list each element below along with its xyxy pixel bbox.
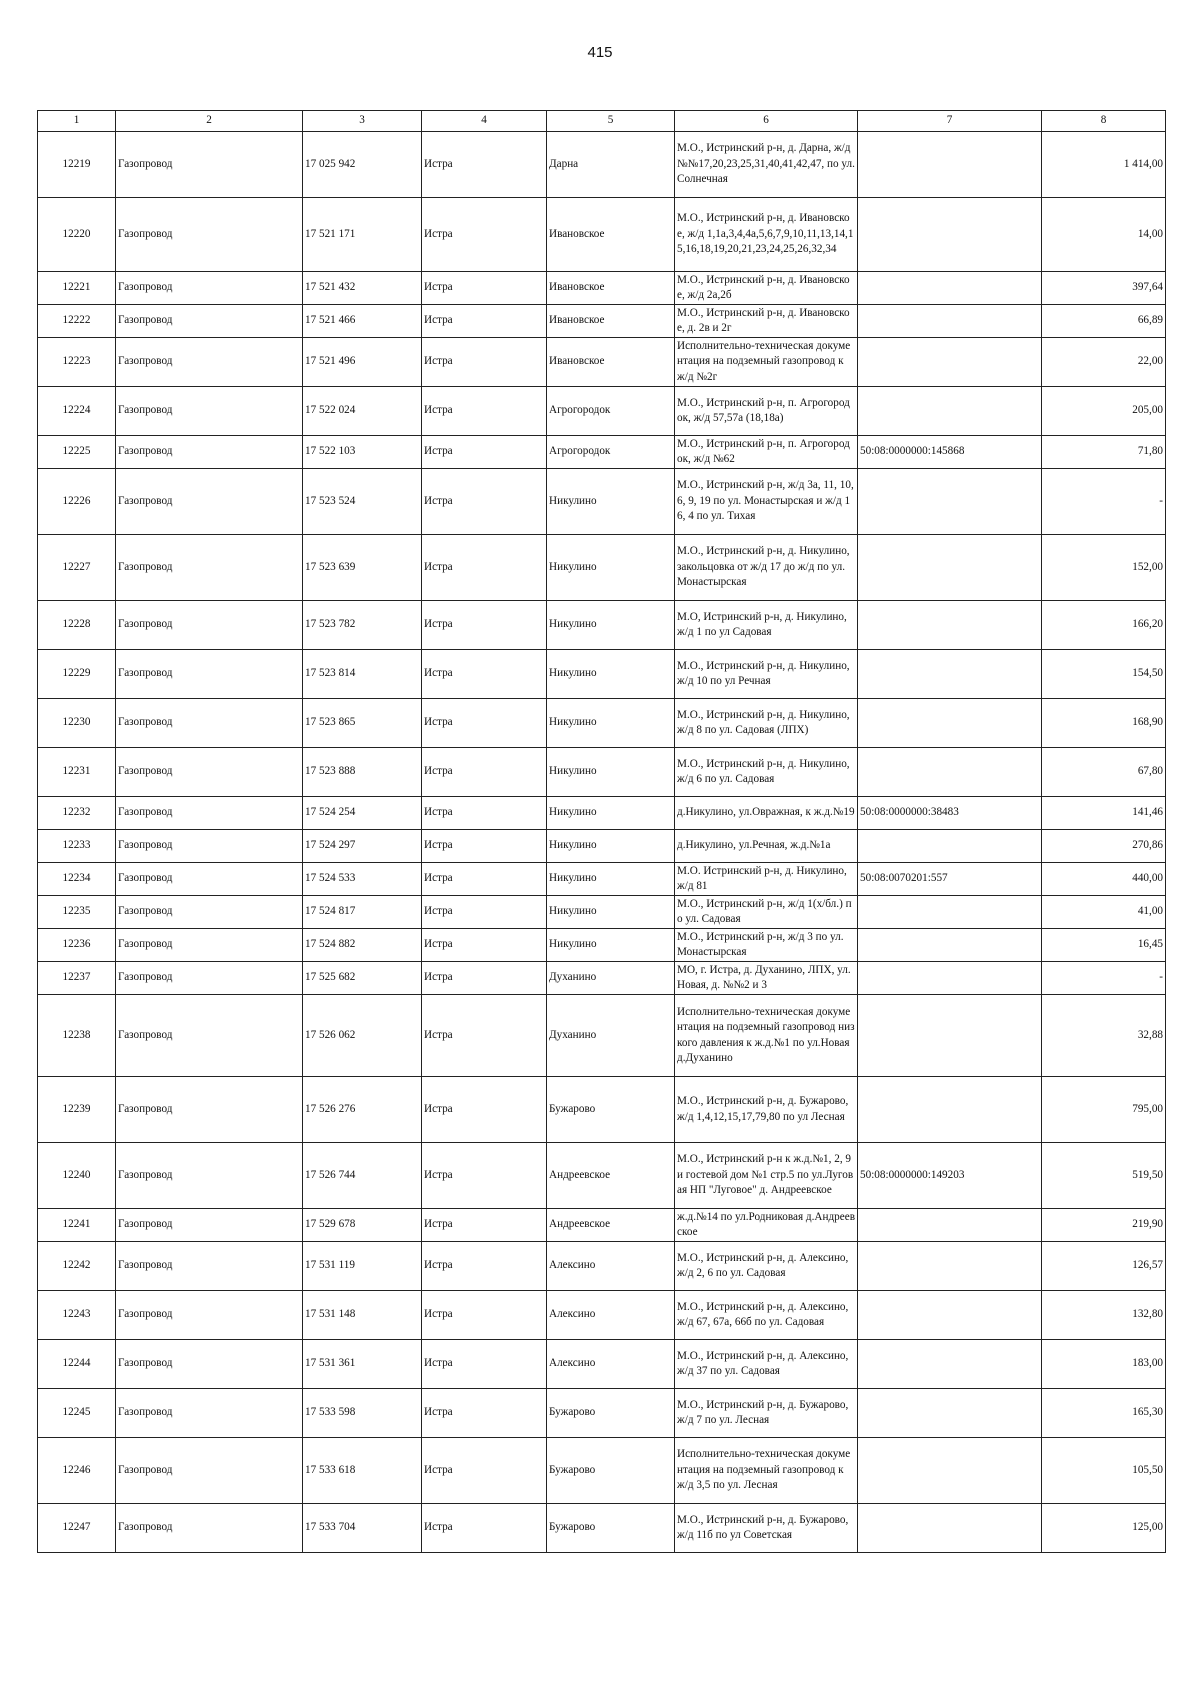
cadastral-number-cell — [858, 1291, 1042, 1340]
table-row — [38, 436, 1166, 469]
object-name-cell: Газопровод — [116, 272, 303, 305]
inventory-code-cell: 17 533 618 — [303, 1438, 422, 1504]
address-cell: М.О., Истринский р-н, д. Ивановское, ж/д 2а,2б — [675, 272, 858, 305]
address-cell: М.О., Истринский р-н, д. Дарна, ж/д №№17,20,23,25,31,40,41,42,47, по ул. Солнечная — [675, 132, 858, 198]
table-row — [38, 305, 1166, 338]
length-value-cell: 165,30 — [1042, 1389, 1166, 1438]
object-name-cell: Газопровод — [116, 1077, 303, 1143]
cadastral-number-cell — [858, 198, 1042, 272]
settlement-cell: Андреевское — [547, 1209, 675, 1242]
row-number-cell: 12230 — [38, 699, 116, 748]
settlement-cell: Никулино — [547, 797, 675, 830]
address-cell: М.О., Истринский р-н, д. Бужарово, ж/д 1,4,12,15,17,79,80 по ул Лесная — [675, 1077, 858, 1143]
object-name-cell: Газопровод — [116, 1504, 303, 1553]
inventory-code-cell: 17 524 817 — [303, 896, 422, 929]
address-cell: Исполнительно-техническая документация на подземный газопровод низкого давления к ж.д.№1 по ул.Новая д.Духанино — [675, 995, 858, 1077]
table-row — [38, 1389, 1166, 1438]
table-row — [38, 1340, 1166, 1389]
cadastral-number-cell — [858, 1389, 1042, 1438]
address-cell: М.О., Истринский р-н, ж/д 3 по ул. Монастырская — [675, 929, 858, 962]
column-header: 5 — [547, 111, 675, 132]
settlement-cell: Ивановское — [547, 305, 675, 338]
table-row — [38, 699, 1166, 748]
district-cell: Истра — [422, 198, 547, 272]
row-number-cell: 12223 — [38, 338, 116, 387]
district-cell: Истра — [422, 387, 547, 436]
cadastral-number-cell: 50:08:0000000:149203 — [858, 1143, 1042, 1209]
district-cell: Истра — [422, 272, 547, 305]
district-cell: Истра — [422, 1389, 547, 1438]
object-name-cell: Газопровод — [116, 962, 303, 995]
address-cell: М.О., Истринский р-н, д. Никулино, закольцовка от ж/д 17 до ж/д по ул. Монастырская — [675, 535, 858, 601]
district-cell: Истра — [422, 863, 547, 896]
address-cell: М.О., Истринский р-н, д. Бужарово, ж/д 7 по ул. Лесная — [675, 1389, 858, 1438]
inventory-code-cell: 17 522 103 — [303, 436, 422, 469]
table-row — [38, 896, 1166, 929]
district-cell: Истра — [422, 132, 547, 198]
object-name-cell: Газопровод — [116, 1389, 303, 1438]
object-name-cell: Газопровод — [116, 132, 303, 198]
row-number-cell: 12242 — [38, 1242, 116, 1291]
row-number-cell: 12236 — [38, 929, 116, 962]
inventory-code-cell: 17 521 432 — [303, 272, 422, 305]
inventory-code-cell: 17 025 942 — [303, 132, 422, 198]
row-number-cell: 12219 — [38, 132, 116, 198]
table-row — [38, 748, 1166, 797]
settlement-cell: Ивановское — [547, 198, 675, 272]
table-row — [38, 601, 1166, 650]
settlement-cell: Духанино — [547, 962, 675, 995]
object-name-cell: Газопровод — [116, 929, 303, 962]
row-number-cell: 12220 — [38, 198, 116, 272]
table-row — [38, 198, 1166, 272]
row-number-cell: 12237 — [38, 962, 116, 995]
address-cell: М.О., Истринский р-н, ж/д 3а, 11, 10, 6, 9, 19 по ул. Монастырская и ж/д 16, 4 по ул. Тихая — [675, 469, 858, 535]
inventory-code-cell: 17 533 598 — [303, 1389, 422, 1438]
object-name-cell: Газопровод — [116, 601, 303, 650]
cadastral-number-cell — [858, 748, 1042, 797]
table-row — [38, 387, 1166, 436]
row-number-cell: 12226 — [38, 469, 116, 535]
settlement-cell: Андреевское — [547, 1143, 675, 1209]
cadastral-number-cell — [858, 896, 1042, 929]
row-number-cell: 12239 — [38, 1077, 116, 1143]
address-cell: М.О., Истринский р-н, п. Агрогородок, ж/д №62 — [675, 436, 858, 469]
inventory-code-cell: 17 524 533 — [303, 863, 422, 896]
address-cell: М.О., Истринский р-н, д. Ивановское, д. 2в и 2г — [675, 305, 858, 338]
address-cell: ж.д.№14 по ул.Родниковая д.Андреевское — [675, 1209, 858, 1242]
table-row — [38, 962, 1166, 995]
address-cell: Исполнительно-техническая документация на подземный газопровод к ж/д 3,5 по ул. Лесная — [675, 1438, 858, 1504]
column-header: 1 — [38, 111, 116, 132]
district-cell: Истра — [422, 797, 547, 830]
object-name-cell: Газопровод — [116, 863, 303, 896]
cadastral-number-cell — [858, 387, 1042, 436]
inventory-code-cell: 17 524 297 — [303, 830, 422, 863]
address-cell: М.О., Истринский р-н, ж/д 1(х/бл.) по ул. Садовая — [675, 896, 858, 929]
cadastral-number-cell — [858, 929, 1042, 962]
page-number: 415 — [587, 44, 613, 61]
column-header: 3 — [303, 111, 422, 132]
table-row — [38, 1242, 1166, 1291]
settlement-cell: Ивановское — [547, 272, 675, 305]
table-row — [38, 535, 1166, 601]
district-cell: Истра — [422, 1077, 547, 1143]
length-value-cell: 71,80 — [1042, 436, 1166, 469]
address-cell: М.О., Истринский р-н, д. Никулино, ж/д 6 по ул. Садовая — [675, 748, 858, 797]
settlement-cell: Бужарово — [547, 1077, 675, 1143]
settlement-cell: Никулино — [547, 535, 675, 601]
object-name-cell: Газопровод — [116, 305, 303, 338]
object-name-cell: Газопровод — [116, 1143, 303, 1209]
length-value-cell: 66,89 — [1042, 305, 1166, 338]
table-row — [38, 929, 1166, 962]
district-cell: Истра — [422, 1242, 547, 1291]
settlement-cell: Алексино — [547, 1291, 675, 1340]
length-value-cell: 219,90 — [1042, 1209, 1166, 1242]
settlement-cell: Никулино — [547, 830, 675, 863]
cadastral-number-cell — [858, 650, 1042, 699]
settlement-cell: Никулино — [547, 863, 675, 896]
settlement-cell: Духанино — [547, 995, 675, 1077]
row-number-cell: 12221 — [38, 272, 116, 305]
address-cell: М.О., Истринский р-н, д. Бужарово, ж/д 11б по ул Советская — [675, 1504, 858, 1553]
inventory-code-cell: 17 526 062 — [303, 995, 422, 1077]
cadastral-number-cell — [858, 962, 1042, 995]
inventory-code-cell: 17 531 119 — [303, 1242, 422, 1291]
column-header: 2 — [116, 111, 303, 132]
inventory-code-cell: 17 521 496 — [303, 338, 422, 387]
row-number-cell: 12228 — [38, 601, 116, 650]
length-value-cell: 14,00 — [1042, 198, 1166, 272]
object-name-cell: Газопровод — [116, 995, 303, 1077]
inventory-code-cell: 17 524 882 — [303, 929, 422, 962]
length-value-cell: 166,20 — [1042, 601, 1166, 650]
cadastral-number-cell — [858, 1242, 1042, 1291]
object-name-cell: Газопровод — [116, 387, 303, 436]
district-cell: Истра — [422, 962, 547, 995]
table-row — [38, 797, 1166, 830]
cadastral-number-cell — [858, 272, 1042, 305]
column-header: 4 — [422, 111, 547, 132]
district-cell: Истра — [422, 995, 547, 1077]
address-cell: М.О. Истринский р-н, д. Никулино, ж/д 81 — [675, 863, 858, 896]
cadastral-number-cell: 50:08:0070201:557 — [858, 863, 1042, 896]
district-cell: Истра — [422, 1504, 547, 1553]
settlement-cell: Алексино — [547, 1340, 675, 1389]
inventory-code-cell: 17 522 024 — [303, 387, 422, 436]
row-number-cell: 12241 — [38, 1209, 116, 1242]
inventory-code-cell: 17 521 171 — [303, 198, 422, 272]
table-row — [38, 1077, 1166, 1143]
settlement-cell: Агрогородок — [547, 436, 675, 469]
district-cell: Истра — [422, 1340, 547, 1389]
length-value-cell: 67,80 — [1042, 748, 1166, 797]
inventory-code-cell: 17 529 678 — [303, 1209, 422, 1242]
cadastral-number-cell — [858, 535, 1042, 601]
district-cell: Истра — [422, 1143, 547, 1209]
row-number-cell: 12224 — [38, 387, 116, 436]
object-name-cell: Газопровод — [116, 436, 303, 469]
header-row — [38, 111, 1166, 132]
object-name-cell: Газопровод — [116, 1209, 303, 1242]
address-cell: д.Никулино, ул.Овражная, к ж.д.№19 — [675, 797, 858, 830]
row-number-cell: 12238 — [38, 995, 116, 1077]
settlement-cell: Дарна — [547, 132, 675, 198]
length-value-cell: - — [1042, 962, 1166, 995]
district-cell: Истра — [422, 601, 547, 650]
inventory-code-cell: 17 523 814 — [303, 650, 422, 699]
settlement-cell: Никулино — [547, 650, 675, 699]
column-header: 6 — [675, 111, 858, 132]
length-value-cell: 397,64 — [1042, 272, 1166, 305]
district-cell: Истра — [422, 929, 547, 962]
table-row — [38, 132, 1166, 198]
object-name-cell: Газопровод — [116, 896, 303, 929]
inventory-code-cell: 17 531 361 — [303, 1340, 422, 1389]
district-cell: Истра — [422, 1291, 547, 1340]
registry-table-container — [37, 110, 1165, 1553]
address-cell: Исполнительно-техническая документация на подземный газопровод к ж/д №2г — [675, 338, 858, 387]
settlement-cell: Ивановское — [547, 338, 675, 387]
inventory-code-cell: 17 533 704 — [303, 1504, 422, 1553]
table-row — [38, 1438, 1166, 1504]
registry-table — [37, 110, 1166, 1553]
district-cell: Истра — [422, 748, 547, 797]
table-row — [38, 830, 1166, 863]
row-number-cell: 12227 — [38, 535, 116, 601]
inventory-code-cell: 17 525 682 — [303, 962, 422, 995]
table-row — [38, 995, 1166, 1077]
address-cell: М.О., Истринский р-н, д. Ивановское, ж/д 1,1а,3,4,4а,5,6,7,9,10,11,13,14,15,16,18,19,20,21,23,24,25,26,32,34 — [675, 198, 858, 272]
cadastral-number-cell — [858, 1438, 1042, 1504]
table-row — [38, 1143, 1166, 1209]
address-cell: д.Никулино, ул.Речная, ж.д.№1а — [675, 830, 858, 863]
length-value-cell: 154,50 — [1042, 650, 1166, 699]
length-value-cell: 205,00 — [1042, 387, 1166, 436]
address-cell: М.О., Истринский р-н, д. Алексино, ж/д 67, 67а, 66б по ул. Садовая — [675, 1291, 858, 1340]
settlement-cell: Никулино — [547, 699, 675, 748]
row-number-cell: 12232 — [38, 797, 116, 830]
settlement-cell: Бужарово — [547, 1438, 675, 1504]
address-cell: М.О., Истринский р-н, п. Агрогородок, ж/д 57,57а (18,18а) — [675, 387, 858, 436]
object-name-cell: Газопровод — [116, 650, 303, 699]
length-value-cell: 125,00 — [1042, 1504, 1166, 1553]
settlement-cell: Никулино — [547, 748, 675, 797]
cadastral-number-cell: 50:08:0000000:38483 — [858, 797, 1042, 830]
settlement-cell: Никулино — [547, 929, 675, 962]
table-row — [38, 272, 1166, 305]
object-name-cell: Газопровод — [116, 1291, 303, 1340]
address-cell: М.О., Истринский р-н, д. Алексино, ж/д 2, 6 по ул. Садовая — [675, 1242, 858, 1291]
length-value-cell: 183,00 — [1042, 1340, 1166, 1389]
length-value-cell: 141,46 — [1042, 797, 1166, 830]
cadastral-number-cell — [858, 132, 1042, 198]
object-name-cell: Газопровод — [116, 1340, 303, 1389]
row-number-cell: 12229 — [38, 650, 116, 699]
row-number-cell: 12244 — [38, 1340, 116, 1389]
settlement-cell: Алексино — [547, 1242, 675, 1291]
district-cell: Истра — [422, 699, 547, 748]
row-number-cell: 12235 — [38, 896, 116, 929]
table-row — [38, 1291, 1166, 1340]
row-number-cell: 12233 — [38, 830, 116, 863]
length-value-cell: 41,00 — [1042, 896, 1166, 929]
table-body — [38, 132, 1166, 1553]
inventory-code-cell: 17 523 782 — [303, 601, 422, 650]
cadastral-number-cell — [858, 338, 1042, 387]
settlement-cell: Никулино — [547, 469, 675, 535]
cadastral-number-cell — [858, 995, 1042, 1077]
table-row — [38, 338, 1166, 387]
object-name-cell: Газопровод — [116, 1438, 303, 1504]
district-cell: Истра — [422, 830, 547, 863]
inventory-code-cell: 17 523 639 — [303, 535, 422, 601]
cadastral-number-cell — [858, 830, 1042, 863]
district-cell: Истра — [422, 650, 547, 699]
object-name-cell: Газопровод — [116, 535, 303, 601]
length-value-cell: 16,45 — [1042, 929, 1166, 962]
object-name-cell: Газопровод — [116, 748, 303, 797]
object-name-cell: Газопровод — [116, 469, 303, 535]
district-cell: Истра — [422, 338, 547, 387]
district-cell: Истра — [422, 1209, 547, 1242]
settlement-cell: Никулино — [547, 601, 675, 650]
cadastral-number-cell — [858, 699, 1042, 748]
settlement-cell: Бужарово — [547, 1504, 675, 1553]
settlement-cell: Агрогородок — [547, 387, 675, 436]
row-number-cell: 12245 — [38, 1389, 116, 1438]
inventory-code-cell: 17 523 865 — [303, 699, 422, 748]
address-cell: МО, г. Истра, д. Духанино, ЛПХ, ул.Новая, д. №№2 и 3 — [675, 962, 858, 995]
object-name-cell: Газопровод — [116, 198, 303, 272]
length-value-cell: - — [1042, 469, 1166, 535]
district-cell: Истра — [422, 535, 547, 601]
object-name-cell: Газопровод — [116, 797, 303, 830]
table-row — [38, 863, 1166, 896]
row-number-cell: 12247 — [38, 1504, 116, 1553]
inventory-code-cell: 17 531 148 — [303, 1291, 422, 1340]
column-header: 7 — [858, 111, 1042, 132]
object-name-cell: Газопровод — [116, 699, 303, 748]
object-name-cell: Газопровод — [116, 1242, 303, 1291]
cadastral-number-cell — [858, 1504, 1042, 1553]
length-value-cell: 32,88 — [1042, 995, 1166, 1077]
cadastral-number-cell — [858, 1340, 1042, 1389]
table-row — [38, 1209, 1166, 1242]
cadastral-number-cell — [858, 1077, 1042, 1143]
row-number-cell: 12231 — [38, 748, 116, 797]
inventory-code-cell: 17 526 744 — [303, 1143, 422, 1209]
table-row — [38, 650, 1166, 699]
length-value-cell: 519,50 — [1042, 1143, 1166, 1209]
address-cell: М.О, Истринский р-н, д. Никулино, ж/д 1 по ул Садовая — [675, 601, 858, 650]
length-value-cell: 440,00 — [1042, 863, 1166, 896]
district-cell: Истра — [422, 1438, 547, 1504]
district-cell: Истра — [422, 896, 547, 929]
row-number-cell: 12225 — [38, 436, 116, 469]
row-number-cell: 12246 — [38, 1438, 116, 1504]
address-cell: М.О., Истринский р-н, д. Никулино, ж/д 10 по ул Речная — [675, 650, 858, 699]
length-value-cell: 105,50 — [1042, 1438, 1166, 1504]
length-value-cell: 795,00 — [1042, 1077, 1166, 1143]
row-number-cell: 12222 — [38, 305, 116, 338]
inventory-code-cell: 17 521 466 — [303, 305, 422, 338]
address-cell: М.О., Истринский р-н, д. Алексино, ж/д 37 по ул. Садовая — [675, 1340, 858, 1389]
table-row — [38, 469, 1166, 535]
column-header: 8 — [1042, 111, 1166, 132]
inventory-code-cell: 17 524 254 — [303, 797, 422, 830]
length-value-cell: 152,00 — [1042, 535, 1166, 601]
length-value-cell: 168,90 — [1042, 699, 1166, 748]
length-value-cell: 270,86 — [1042, 830, 1166, 863]
inventory-code-cell: 17 523 524 — [303, 469, 422, 535]
address-cell: М.О., Истринский р-н, д. Никулино, ж/д 8 по ул. Садовая (ЛПХ) — [675, 699, 858, 748]
address-cell: М.О., Истринский р-н к ж.д.№1, 2, 9 и гостевой дом №1 стр.5 по ул.Луговая НП "Луговое" д. Андреевское — [675, 1143, 858, 1209]
settlement-cell: Бужарово — [547, 1389, 675, 1438]
cadastral-number-cell: 50:08:0000000:145868 — [858, 436, 1042, 469]
length-value-cell: 22,00 — [1042, 338, 1166, 387]
table-row — [38, 1504, 1166, 1553]
inventory-code-cell: 17 526 276 — [303, 1077, 422, 1143]
cadastral-number-cell — [858, 601, 1042, 650]
object-name-cell: Газопровод — [116, 338, 303, 387]
cadastral-number-cell — [858, 469, 1042, 535]
length-value-cell: 1 414,00 — [1042, 132, 1166, 198]
length-value-cell: 132,80 — [1042, 1291, 1166, 1340]
row-number-cell: 12234 — [38, 863, 116, 896]
row-number-cell: 12240 — [38, 1143, 116, 1209]
inventory-code-cell: 17 523 888 — [303, 748, 422, 797]
district-cell: Истра — [422, 436, 547, 469]
settlement-cell: Никулино — [547, 896, 675, 929]
cadastral-number-cell — [858, 305, 1042, 338]
object-name-cell: Газопровод — [116, 830, 303, 863]
row-number-cell: 12243 — [38, 1291, 116, 1340]
district-cell: Истра — [422, 469, 547, 535]
length-value-cell: 126,57 — [1042, 1242, 1166, 1291]
district-cell: Истра — [422, 305, 547, 338]
cadastral-number-cell — [858, 1209, 1042, 1242]
